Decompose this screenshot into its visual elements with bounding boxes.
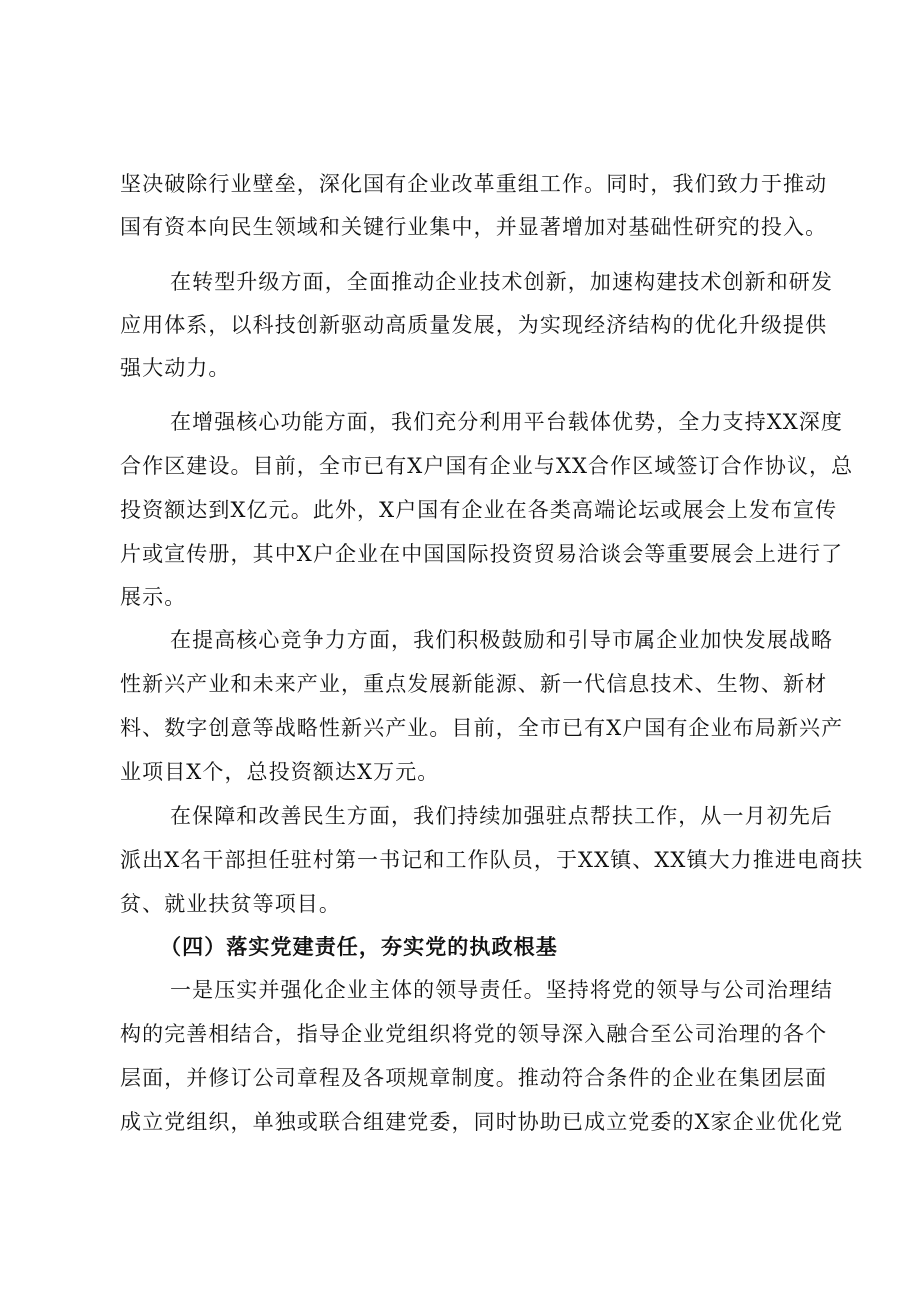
- text-line: 层面，并修订公司章程及各项规章制度。推动符合条件的企业在集团层面: [120, 1066, 828, 1090]
- text-line: 强大动力。: [120, 356, 231, 380]
- text-line: 贫、就业扶贫等项目。: [120, 892, 341, 916]
- text-line: 成立党组织，单独或联合组建党委，同时协助已成立党委的X家企业优化党: [120, 1110, 844, 1134]
- text-line: 片或宣传册，其中X户企业在中国国际投资贸易洽谈会等重要展会上进行了: [120, 542, 844, 566]
- text-line: 国有资本向民生领域和关键行业集中，并显著增加对基础性研究的投入。: [120, 215, 828, 239]
- paragraph-first-line: 在保障和改善民生方面，我们持续加强驻点帮扶工作，从一月初先后: [170, 804, 833, 828]
- text-line: 构的完善相结合，指导企业党组织将党的领导深入融合至公司治理的各个: [120, 1022, 828, 1046]
- text-line: 派出X名干部担任驻村第一书记和工作队员，于XX镇、XX镇大力推进电商扶: [120, 848, 864, 872]
- text-line: 合作区建设。目前，全市已有X户国有企业与XX合作区域签订合作协议，总: [120, 454, 854, 478]
- paragraph-first-line: 在提高核心竞争力方面，我们积极鼓励和引导市属企业加快发展战略: [170, 628, 833, 652]
- paragraph-first-line: 在增强核心功能方面，我们充分利用平台载体优势，全力支持XX深度: [170, 410, 843, 434]
- text-line: 展示。: [120, 585, 187, 609]
- paragraph-first-line: 在转型升级方面，全面推动企业技术创新，加速构建技术创新和研发: [170, 270, 833, 294]
- paragraph-first-line: 一是压实并强化企业主体的领导责任。坚持将党的领导与公司治理结: [170, 978, 833, 1002]
- section-heading: （四）落实党建责任，夯实党的执政根基: [160, 934, 558, 959]
- text-line: 料、数字创意等战略性新兴产业。目前，全市已有X户国有企业布局新兴产: [120, 716, 844, 740]
- text-line: 投资额达到X亿元。此外，X户国有企业在各类高端论坛或展会上发布宣传: [120, 498, 838, 522]
- text-line: 坚决破除行业壁垒，深化国有企业改革重组工作。同时，我们致力于推动: [120, 172, 828, 196]
- text-line: 业项目X个，总投资额达X万元。: [120, 760, 440, 784]
- text-line: 性新兴产业和未来产业，重点发展新能源、新一代信息技术、生物、新材: [120, 672, 828, 696]
- text-line: 应用体系，以科技创新驱动高质量发展，为实现经济结构的优化升级提供: [120, 313, 828, 337]
